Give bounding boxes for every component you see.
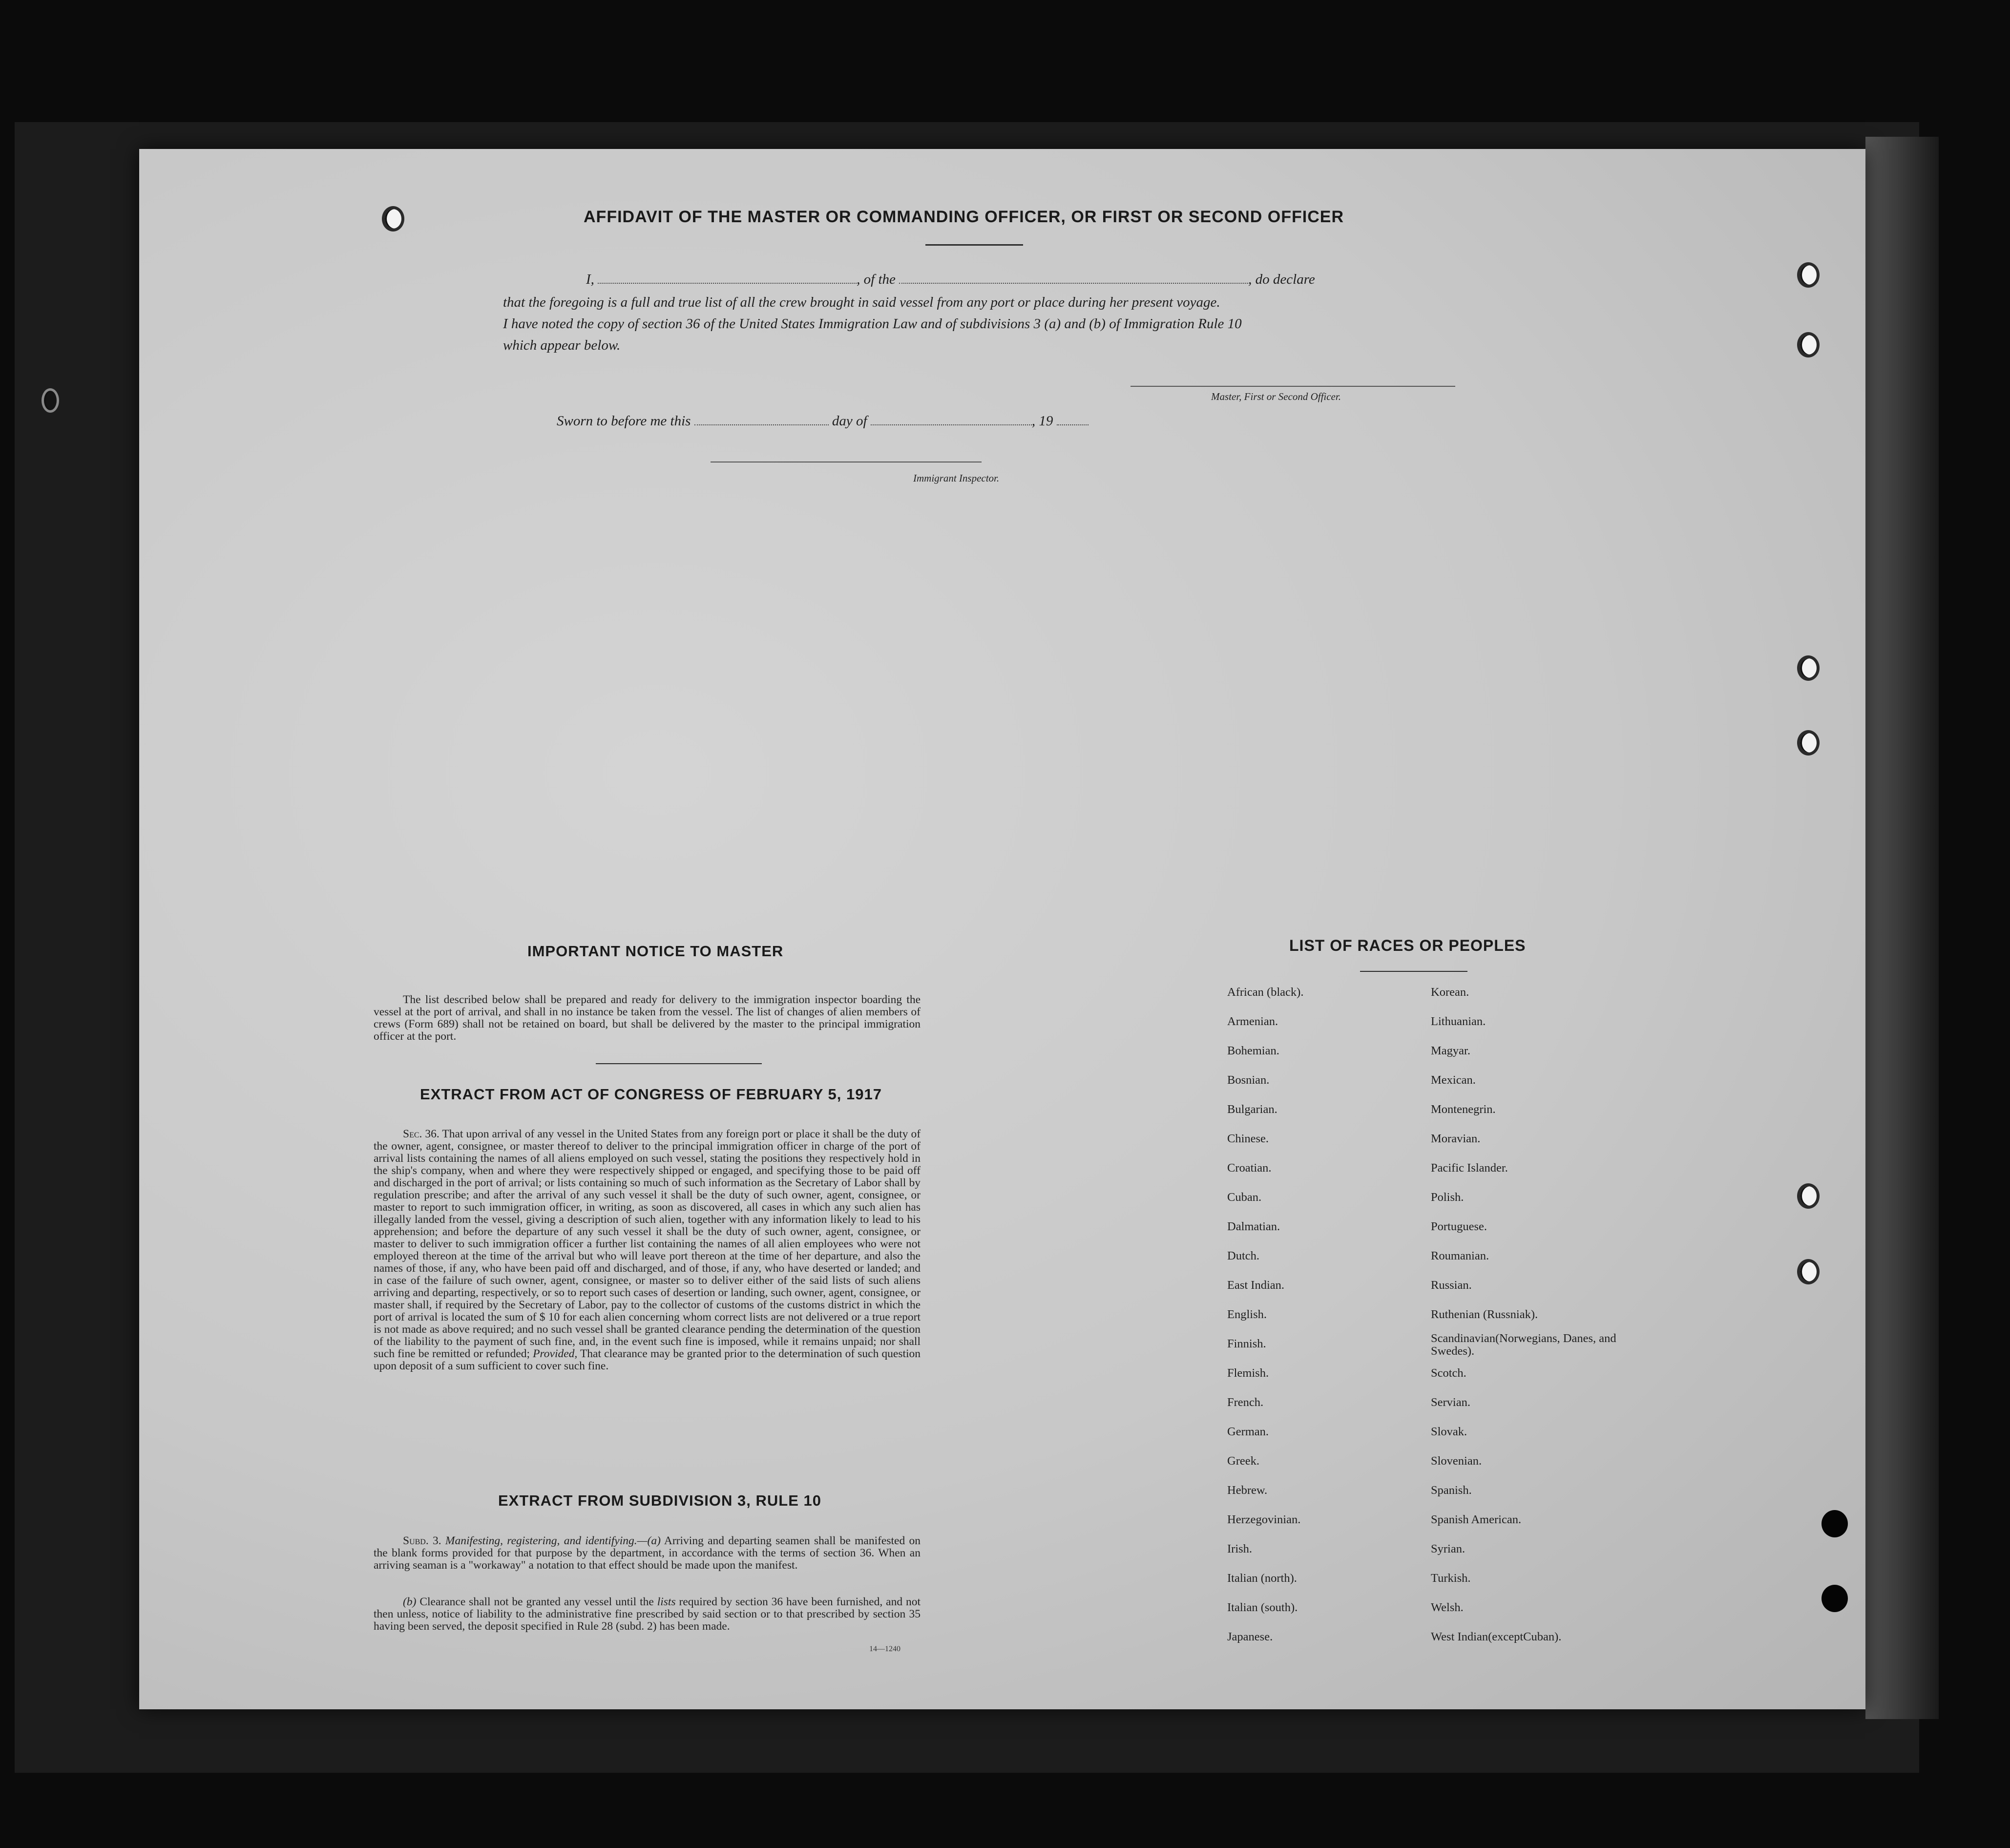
proviso-label: Provided, xyxy=(533,1347,578,1360)
master-caption: Master, First or Second Officer. xyxy=(1211,391,1341,402)
race-item: Spanish American. xyxy=(1431,1513,1522,1526)
section-label: Sec. 36. xyxy=(403,1128,440,1140)
rule-subd-a-text xyxy=(374,1535,921,1572)
inspector-caption: Immigrant Inspector. xyxy=(913,472,1000,484)
race-item: Pacific Islander. xyxy=(1431,1161,1508,1175)
affidavit-declare-label: , do declare xyxy=(1248,272,1315,287)
race-item: Irish. xyxy=(1227,1542,1253,1555)
race-item: Bohemian. xyxy=(1227,1044,1279,1057)
divider xyxy=(925,244,1023,246)
race-item: Slovenian. xyxy=(1431,1454,1482,1468)
punch-hole xyxy=(1797,332,1820,357)
race-item: Korean. xyxy=(1431,986,1469,999)
punch-hole xyxy=(1822,1585,1848,1612)
section-36-text xyxy=(374,1128,921,1372)
affidavit-i-label: I, xyxy=(586,272,594,287)
subd-b-body-2: required by section 36 have been furnished, and not then unless, notice of liability to the administrative fine prescribed by said section or to that prescribed by section 35 having been served, the deposit specified in Rule 28 (subd. 2) has been made. xyxy=(374,1596,921,1633)
divider xyxy=(1360,971,1467,972)
affidavit-line-4: which appear below. xyxy=(503,337,621,353)
page-edge-shadow xyxy=(1865,137,1939,1719)
subd-b-lists: lists xyxy=(657,1596,676,1608)
rule-extract-title: EXTRACT FROM SUBDIVISION 3, RULE 10 xyxy=(498,1492,821,1509)
race-item: Scandinavian(Norwegians, Danes, and Swedes). xyxy=(1431,1332,1616,1358)
affidavit-line-1 xyxy=(557,271,1315,288)
sworn-line xyxy=(557,413,1089,429)
race-item: Armenian. xyxy=(1227,1015,1278,1028)
subd-label: Subd. 3. xyxy=(403,1534,441,1547)
race-item: African (black). xyxy=(1227,986,1304,999)
race-item: Welsh. xyxy=(1431,1601,1464,1614)
year-label: , 19 xyxy=(1031,413,1053,429)
race-item: Finnish. xyxy=(1227,1337,1266,1350)
proviso-text: That clearance may be granted prior to the determination of such question upon deposit of a sum sufficient to cover such fine. xyxy=(374,1347,921,1372)
punch-hole xyxy=(1797,262,1820,288)
race-item: Russian. xyxy=(1431,1279,1472,1292)
punch-hole xyxy=(382,206,404,231)
subd-a-body: Arriving and departing seamen shall be manifested on the blank forms provided for that purpose by the department, in accordance with the terms of section 36. When an arriving seaman is a "workaway" a notation to that effect should be made upon the manifest. xyxy=(374,1534,921,1572)
subd-b-body-1: Clearance shall not be granted any vessel until the xyxy=(419,1596,654,1608)
punch-hole xyxy=(1822,1510,1848,1537)
signature-line xyxy=(1131,386,1455,387)
day-of-label: day of xyxy=(832,413,867,429)
notice-text: The list described below shall be prepared and ready for delivery to the immigration inspector boarding the vessel at the port of arrival, and shall in no instance be taken from the vessel. The list of changes of alien members of crews (Form 689) shall not be retained on board, but shall be delivered by the master to the principal immigration officer at the port. xyxy=(374,993,921,1043)
rule-subd-b-text xyxy=(374,1596,921,1633)
subd-b-label: (b) xyxy=(403,1596,417,1608)
punch-hole xyxy=(1797,655,1820,681)
notice-title: IMPORTANT NOTICE TO MASTER xyxy=(527,943,784,960)
race-item: Ruthenian (Russniak). xyxy=(1431,1308,1538,1321)
month-blank xyxy=(871,413,1032,425)
form-number: 14—1240 xyxy=(869,1645,900,1653)
race-item: Montenegrin. xyxy=(1431,1103,1496,1116)
race-item: Turkish. xyxy=(1431,1572,1471,1585)
year-blank xyxy=(1057,413,1089,425)
affidavit-line-2: that the foregoing is a full and true list of all the crew brought in said vessel from any port or place during her present voyage. xyxy=(503,294,1220,310)
race-item: Slovak. xyxy=(1431,1425,1467,1438)
race-item: Roumanian. xyxy=(1431,1249,1489,1262)
punch-hole xyxy=(1797,730,1820,756)
punch-hole xyxy=(1797,1183,1820,1209)
day-blank xyxy=(694,413,829,425)
race-item: Croatian. xyxy=(1227,1161,1272,1175)
punch-hole xyxy=(1797,1259,1820,1284)
race-item: Syrian. xyxy=(1431,1542,1466,1555)
race-item: English. xyxy=(1227,1308,1267,1321)
race-item: Herzegovinian. xyxy=(1227,1513,1301,1526)
race-item: Bosnian. xyxy=(1227,1073,1270,1087)
race-item: Polish. xyxy=(1431,1191,1464,1204)
race-item: Greek. xyxy=(1227,1454,1259,1468)
race-item: Italian (south). xyxy=(1227,1601,1298,1614)
race-item: Italian (north). xyxy=(1227,1572,1297,1585)
section-body: That upon arrival of any vessel in the United States from any foreign port or place it shall be the duty of the owner, agent, consignee, or master thereof to deliver to the principal immigration officer in charge of the port of arrival lists containing the names of all aliens employed on such vessel, stating the positions they respectively hold in the ship's company, when and where they were respectively shipped or engaged, and specifying those to be paid off and discharged in the port of arrival; or lists containing so much of such information as the Secretary of Labor shall by regulation prescribe; and after the arrival of any such vessel it shall be the duty of such owner, agent, consignee, or master to report to such immigration officer, in writing, as soon as discovered, all cases in which any such alien has illegally landed from the vessel, giving a description of such alien, together with any information likely to lead to his apprehension; and before the departure of any such vessel it shall be the duty of such owner, agent, consignee, or master to deliver to such immigration officer a further list containing the names of all alien employees who were not employed thereon at the time of the arrival but who will leave port thereon at the time of her departure, and also the names of those, if any, who have been paid off and discharged, and of those, if any, who have deserted or landed; and in case of the failure of such owner, agent, consignee, or master so to deliver either of the said lists of such aliens arriving and departing, respectively, or so to report such cases of desertion or landing, such owner, agent, consignee, or master shall, if required by the Secretary of Labor, pay to the collector of customs of the customs district in which the port of arrival is located the sum of $ 10 for each alien concerning whom correct lists are not delivered or a true report is not made as above required; and no such vessel shall be granted clearance pending the determination of the question of the liability to the payment of such fine, and, in the event such fine is imposed, while it remains unpaid; nor shall such fine be remitted or refunded; xyxy=(374,1128,921,1360)
race-item: Mexican. xyxy=(1431,1073,1476,1087)
race-item: Dalmatian. xyxy=(1227,1220,1280,1233)
race-item: Lithuanian. xyxy=(1431,1015,1486,1028)
race-item: German. xyxy=(1227,1425,1269,1438)
race-item: East Indian. xyxy=(1227,1279,1285,1292)
race-item: Flemish. xyxy=(1227,1366,1269,1380)
race-item: Spanish. xyxy=(1431,1484,1472,1497)
affidavit-title: AFFIDAVIT OF THE MASTER OR COMMANDING OFFICER, OR FIRST OR SECOND OFFICER xyxy=(584,208,1344,226)
race-item: Scotch. xyxy=(1431,1366,1466,1380)
affidavit-line-3: I have noted the copy of section 36 of the United States Immigration Law and of subdivisions 3 (a) and (b) of Immigration Rule 10 xyxy=(503,316,1242,332)
punch-hole xyxy=(42,388,59,413)
name-blank xyxy=(598,271,857,284)
race-item: Chinese. xyxy=(1227,1132,1269,1145)
act-extract-title: EXTRACT FROM ACT OF CONGRESS OF FEBRUARY 5, 1917 xyxy=(420,1086,882,1103)
race-item: Hebrew. xyxy=(1227,1484,1268,1497)
race-item: West Indian(exceptCuban). xyxy=(1431,1630,1562,1643)
document-page xyxy=(139,149,1865,1709)
race-item: Moravian. xyxy=(1431,1132,1481,1145)
race-item: French. xyxy=(1227,1396,1264,1409)
race-item: Bulgarian. xyxy=(1227,1103,1277,1116)
race-item: Cuban. xyxy=(1227,1191,1262,1204)
sworn-label: Sworn to before me this xyxy=(557,413,691,429)
divider xyxy=(596,1063,762,1064)
affidavit-of-the-label: , of the xyxy=(857,272,896,287)
subd-heading: Manifesting, registering, and identifying.—(a) xyxy=(445,1534,661,1547)
race-item: Magyar. xyxy=(1431,1044,1470,1057)
race-item: Japanese. xyxy=(1227,1630,1273,1643)
races-title: LIST OF RACES OR PEOPLES xyxy=(1289,937,1526,954)
race-item: Dutch. xyxy=(1227,1249,1259,1262)
vessel-blank xyxy=(899,271,1248,284)
race-item: Portuguese. xyxy=(1431,1220,1487,1233)
race-item: Servian. xyxy=(1431,1396,1470,1409)
